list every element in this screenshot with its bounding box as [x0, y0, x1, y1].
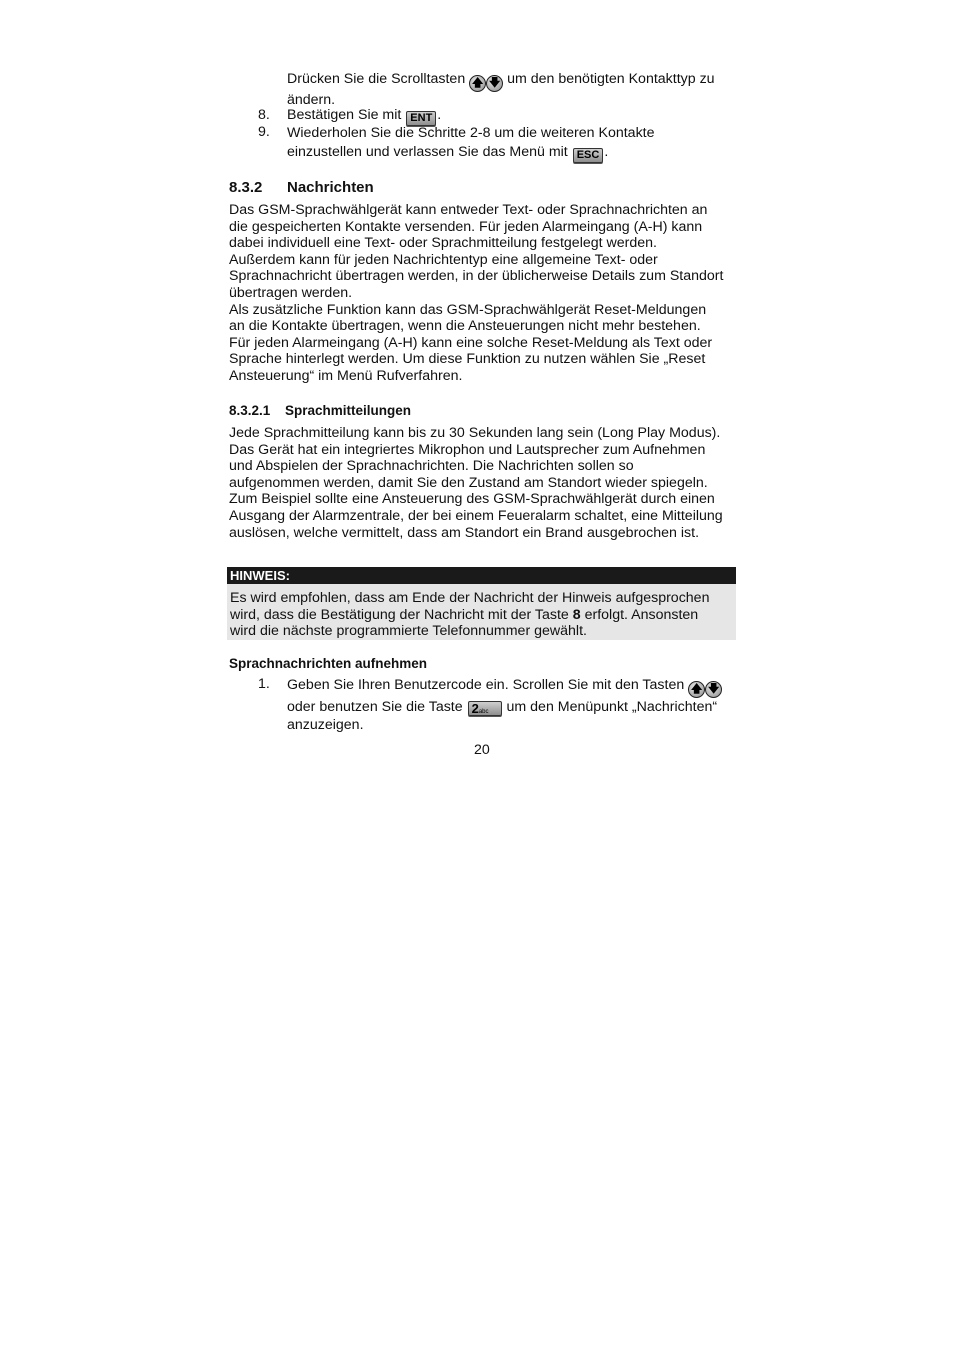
hinweis-header: HINWEIS:	[227, 567, 736, 584]
section-paragraph: Das GSM-Sprachwählgerät kann entweder Text- oder Sprachnachrichten an die gespeicherten Kontakte versenden. Für jeden Alarmeingang (A-H) kann dabei individuell eine Text- oder Sprachmitteilung festgelegt werden. Außerdem kann für jeden Nachrichtentyp eine allgemeine Text- oder Sprachnachricht übertragen werden, in der üblicherweise Details zum Standort übertragen werden. Als zusätzliche Funktion kann das GSM-Sprachwählgerät Reset-Meldungen an die Kontakte übertragen, wenn die Ansteuerungen nicht mehr bestehen. Für jeden Alarmeingang (A-H) kann eine solche Reset-Meldung als Text oder Sprache hinterlegt werden. Um diese Funktion zu nutzen wählen Sie „Reset Ansteuerung“ im Menü Rufverfahren.	[229, 202, 724, 384]
list-continuation: Drücken Sie die Scrolltasten 🡅 🡇 um den benötigten Kontakttyp zu ändern.	[287, 71, 715, 108]
list-number: 8.	[258, 107, 270, 123]
list-item-1: Geben Sie Ihren Benutzercode ein. Scrollen Sie mit den Tasten 🡅 🡇 oder benutzen Sie die Taste 2abc um den Menüpunkt „Nachrichten“ anzuzeigen.	[287, 676, 737, 734]
hinweis-line-2: wird, dass die Bestätigung der Nachricht mit der Taste 8 erfolgt. Ansonsten	[230, 606, 699, 623]
list-number: 1.	[258, 676, 270, 692]
list-item-9: Wiederholen Sie die Schritte 2-8 um die weiteren Kontakte einzustellen und verlassen Sie das Menü mit ESC .	[287, 125, 655, 161]
page-number: 20	[474, 742, 490, 758]
arrow-down-icon: 🡇	[705, 681, 722, 698]
section-title: Nachrichten	[287, 179, 374, 196]
subsection-title: Sprachmitteilungen	[285, 403, 412, 418]
subsection-paragraph: Jede Sprachmitteilung kann bis zu 30 Sekunden lang sein (Long Play Modus). Das Gerät hat ein integriertes Mikrophon und Lautsprecher zum Aufnehmen und Abspielen der Sprachnachrichten. Die Nachrichten sollen so aufgenommen werden, damit Sie den Zustand am Standort wieder spiegeln. Zum Beispiel sollte eine Ansteuerung des GSM-Sprachwählgerät durch einen Ausgang der Alarmzentrale, der bei einem Feueralarm schaltet, eine Mitteilung auslösen, welche vermittelt, dass am Standort ein Brand ausgebrochen ist.	[229, 425, 723, 541]
subsection-number: 8.3.2.1	[229, 403, 271, 418]
list-item-8: Bestätigen Sie mit ENT .	[287, 107, 442, 124]
section-number: 8.3.2	[229, 179, 263, 196]
arrow-down-icon: 🡇	[486, 75, 503, 92]
record-heading: Sprachnachrichten aufnehmen	[229, 656, 428, 671]
ent-key-icon: ENT	[406, 111, 436, 126]
key-2-icon: 2abc	[468, 701, 502, 716]
arrow-up-icon: 🡅	[688, 681, 705, 698]
list-number: 9.	[258, 124, 270, 140]
esc-key-icon: ESC	[573, 148, 604, 163]
arrow-up-icon: 🡅	[469, 75, 486, 92]
hinweis-box: Es wird empfohlen, dass am Ende der Nachricht der Hinweis aufgesprochen wird, dass die Bestätigung der Nachricht mit der Taste 8 erfolgt. Ansonsten wird die nächste programmierte Telefonnummer gewählt.	[227, 584, 736, 640]
